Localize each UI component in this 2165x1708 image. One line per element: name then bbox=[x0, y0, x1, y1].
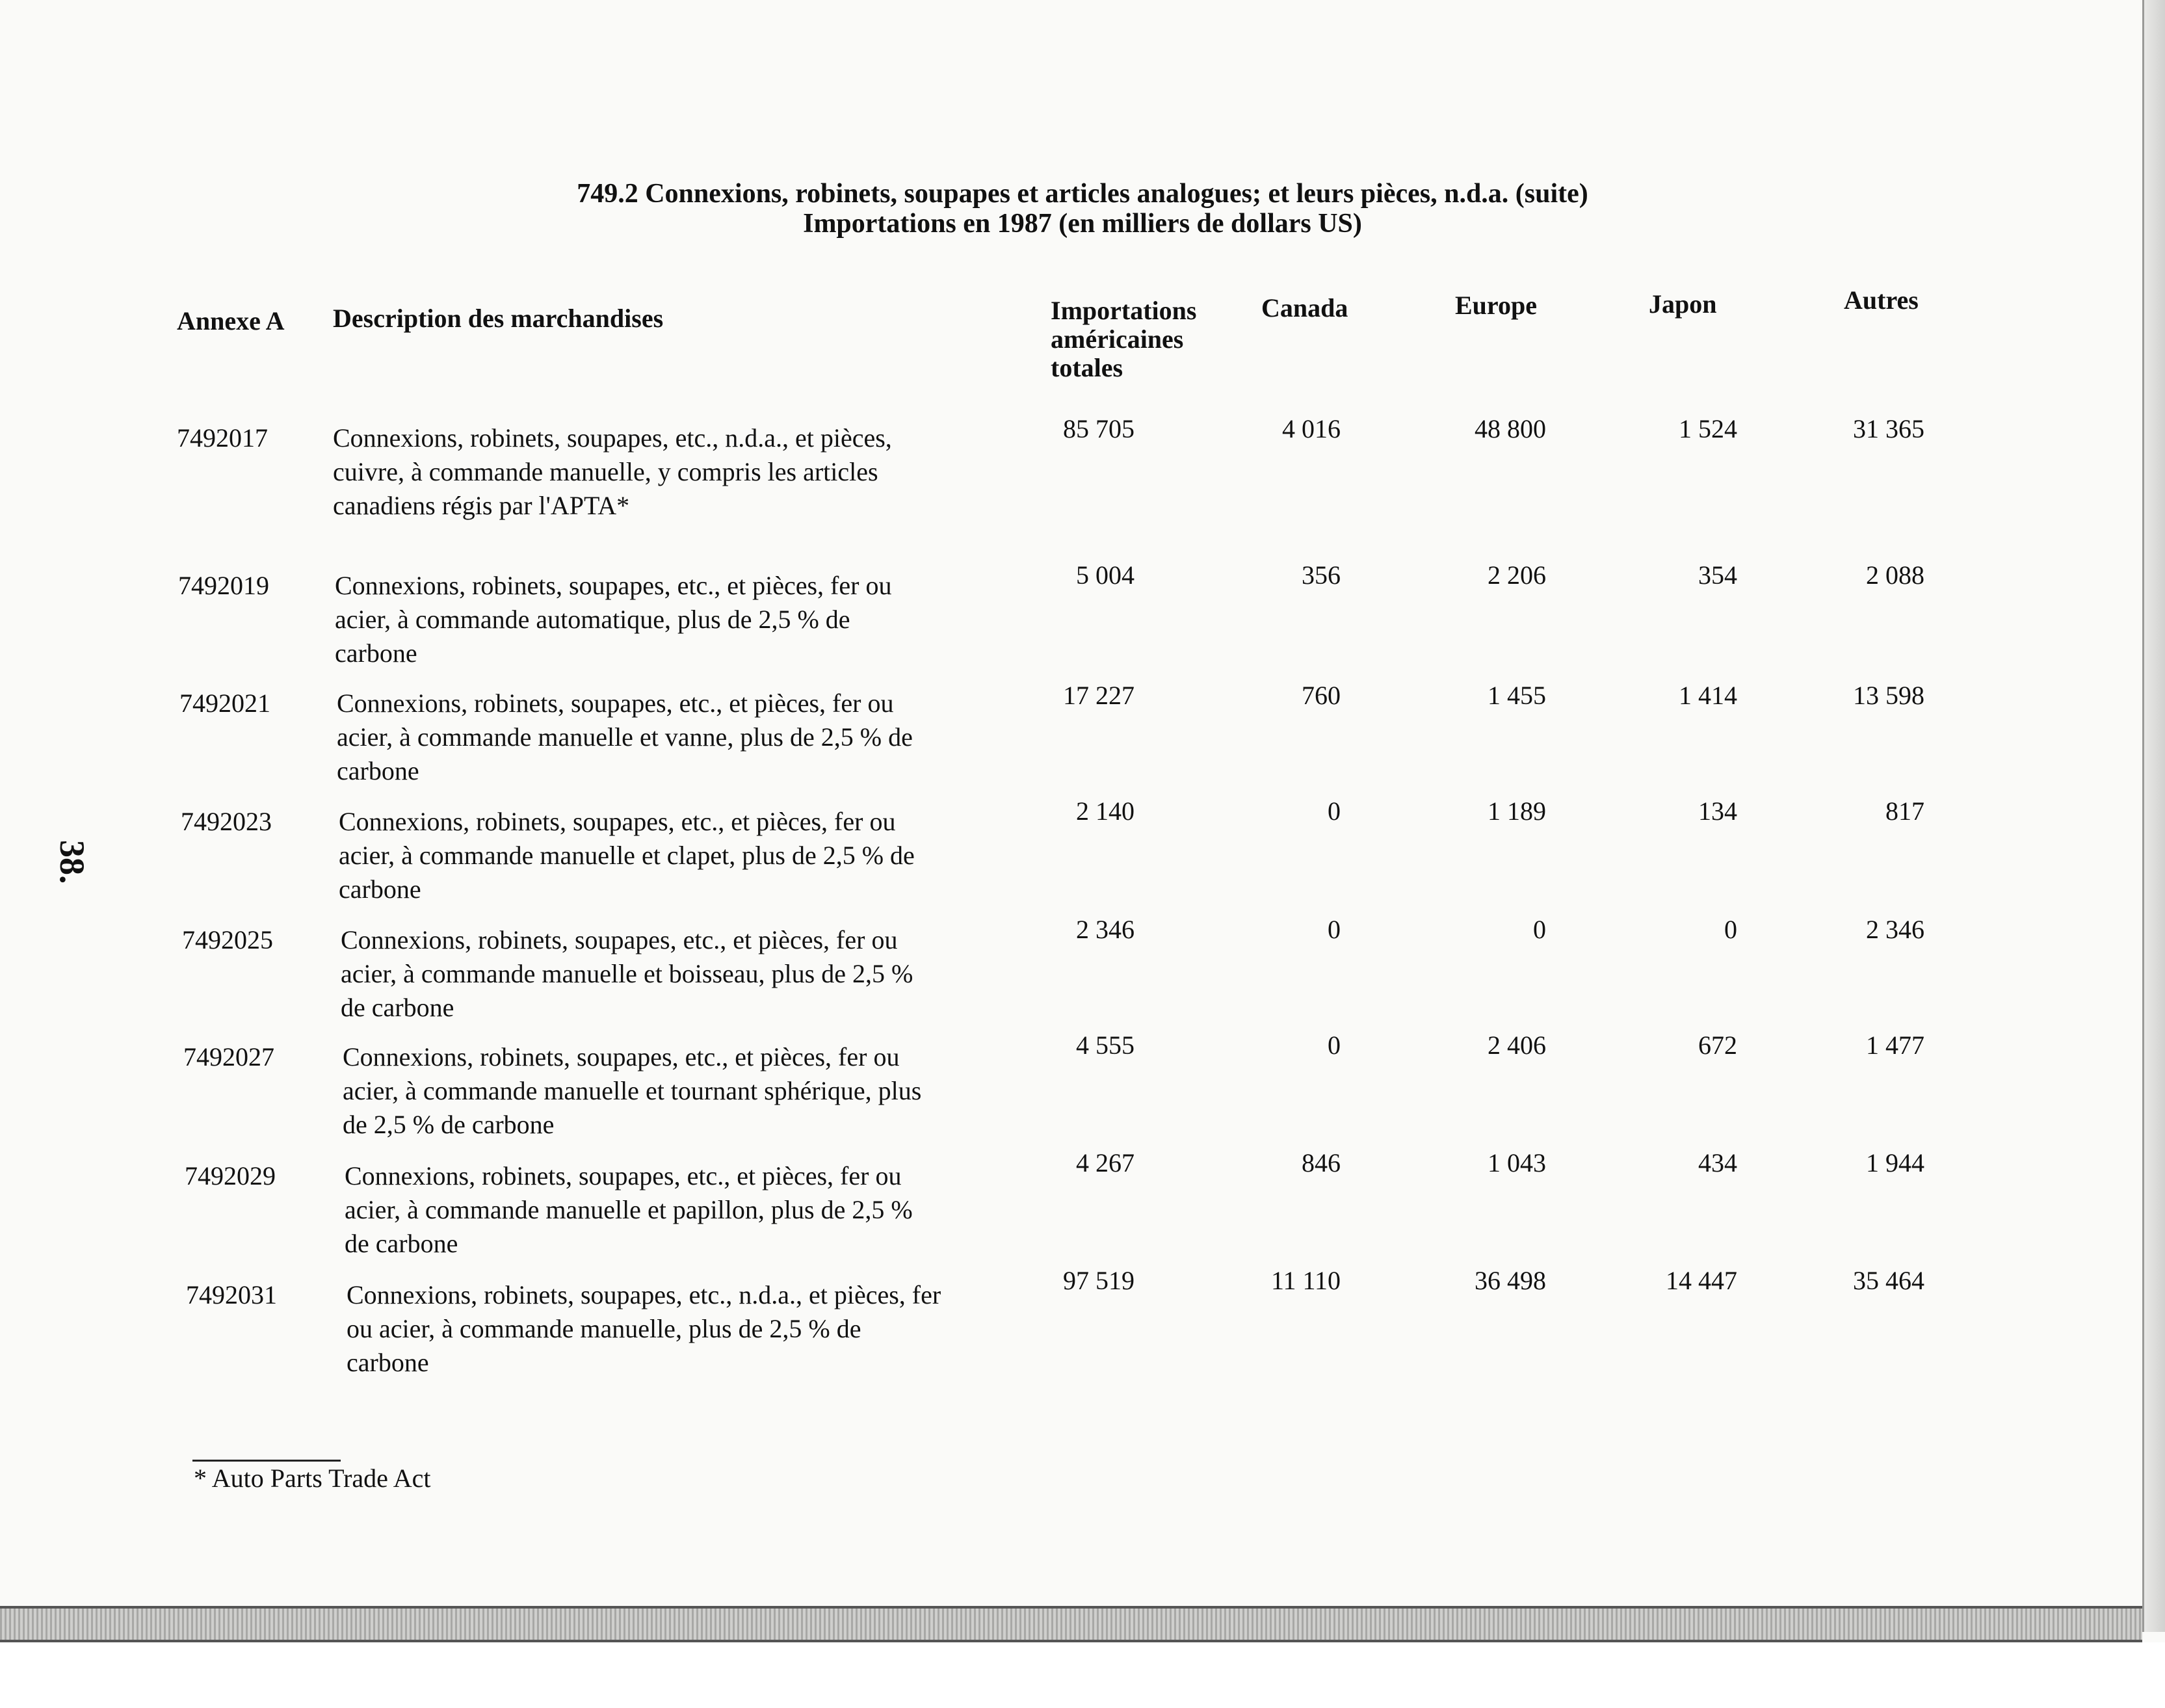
description-line: de 2,5 % de carbone bbox=[343, 1110, 555, 1139]
header-description: Description des marchandises bbox=[333, 304, 664, 333]
scanner-band bbox=[0, 1606, 2142, 1642]
description-line: de carbone bbox=[341, 993, 454, 1022]
description-line: canadiens régis par l'APTA* bbox=[333, 491, 630, 520]
table-subtitle: Importations en 1987 (en milliers de dollars US) bbox=[803, 209, 1362, 239]
cell-canada: 4 016 bbox=[1282, 414, 1341, 443]
description-line: carbone bbox=[347, 1348, 429, 1377]
description-line: Connexions, robinets, soupapes, etc., et pièces, fer ou bbox=[345, 1161, 902, 1190]
cell-europe: 1 189 bbox=[1488, 796, 1546, 826]
cell-japon: 1 524 bbox=[1679, 414, 1737, 443]
cell-japon: 0 bbox=[1724, 915, 1737, 944]
description-line: ou acier, à commande manuelle, plus de 2,5 % de bbox=[347, 1314, 861, 1343]
description-line: acier, à commande manuelle et boisseau, plus de 2,5 % bbox=[341, 959, 913, 988]
description-line: carbone bbox=[339, 874, 421, 904]
row-code: 7492031 bbox=[186, 1280, 277, 1309]
cell-total: 85 705 bbox=[1063, 414, 1135, 443]
cell-autres: 35 464 bbox=[1853, 1266, 1924, 1295]
cell-autres: 1 477 bbox=[1866, 1031, 1924, 1060]
cell-total: 4 555 bbox=[1076, 1031, 1135, 1060]
page-number: 38. bbox=[53, 840, 92, 884]
cell-japon: 1 414 bbox=[1679, 681, 1737, 710]
description-line: Connexions, robinets, soupapes, etc., et pièces, fer ou bbox=[339, 807, 896, 836]
header-annexe: Annexe A bbox=[177, 306, 285, 335]
cell-total: 4 267 bbox=[1076, 1148, 1135, 1177]
row-code: 7492027 bbox=[183, 1042, 274, 1071]
header-europe: Europe bbox=[1455, 291, 1537, 320]
cell-japon: 672 bbox=[1698, 1031, 1737, 1060]
description-line: Connexions, robinets, soupapes, etc., et pièces, fer ou bbox=[335, 571, 892, 600]
footnote: * Auto Parts Trade Act bbox=[194, 1464, 431, 1493]
cell-europe: 1 455 bbox=[1488, 681, 1546, 710]
cell-total: 97 519 bbox=[1063, 1266, 1135, 1295]
header-total-line: Importations bbox=[1051, 296, 1197, 325]
cell-canada: 846 bbox=[1302, 1148, 1341, 1177]
cell-europe: 48 800 bbox=[1475, 414, 1546, 443]
row-description bbox=[345, 1159, 1014, 1261]
scanner-margin bbox=[0, 1642, 2165, 1708]
header-autres: Autres bbox=[1844, 285, 1919, 315]
cell-autres: 31 365 bbox=[1853, 414, 1924, 443]
cell-japon: 134 bbox=[1698, 796, 1737, 826]
row-description bbox=[337, 687, 1006, 788]
cell-total: 5 004 bbox=[1076, 560, 1135, 590]
cell-europe: 36 498 bbox=[1475, 1266, 1546, 1295]
description-line: acier, à commande manuelle et papillon, plus de 2,5 % bbox=[345, 1195, 913, 1224]
cell-europe: 2 406 bbox=[1488, 1031, 1546, 1060]
description-line: acier, à commande automatique, plus de 2,5 % de bbox=[335, 605, 850, 634]
description-line: acier, à commande manuelle et clapet, plus de 2,5 % de bbox=[339, 841, 915, 870]
row-code: 7492029 bbox=[185, 1161, 276, 1190]
row-description bbox=[335, 569, 1004, 670]
description-line: carbone bbox=[337, 756, 419, 785]
cell-autres: 1 944 bbox=[1866, 1148, 1924, 1177]
cell-europe: 2 206 bbox=[1488, 560, 1546, 590]
description-line: de carbone bbox=[345, 1229, 458, 1258]
cell-canada: 0 bbox=[1328, 1031, 1341, 1060]
row-description bbox=[343, 1040, 1012, 1142]
cell-autres: 2 346 bbox=[1866, 915, 1924, 944]
row-code: 7492021 bbox=[179, 689, 270, 718]
cell-japon: 434 bbox=[1698, 1148, 1737, 1177]
cell-total: 2 346 bbox=[1076, 915, 1135, 944]
cell-autres: 817 bbox=[1885, 796, 1924, 826]
description-line: carbone bbox=[335, 638, 417, 668]
table-title: 749.2 Connexions, robinets, soupapes et articles analogues; et leurs pièces, n.d.a. (suite) bbox=[577, 179, 1588, 209]
cell-canada: 760 bbox=[1302, 681, 1341, 710]
description-line: Connexions, robinets, soupapes, etc., et pièces, fer ou bbox=[341, 925, 898, 954]
header-total-line: américaines bbox=[1051, 324, 1184, 354]
row-description bbox=[339, 805, 1008, 906]
description-line: Connexions, robinets, soupapes, etc., n.d.a., et pièces, fer bbox=[347, 1280, 941, 1309]
page-edge bbox=[2142, 0, 2165, 1632]
description-line: cuivre, à commande manuelle, y compris les articles bbox=[333, 457, 878, 486]
header-total bbox=[1051, 296, 1196, 382]
description-line: acier, à commande manuelle et vanne, plus de 2,5 % de bbox=[337, 722, 913, 752]
row-description bbox=[341, 923, 1010, 1025]
description-line: Connexions, robinets, soupapes, etc., et pièces, fer ou bbox=[337, 689, 894, 718]
cell-europe: 0 bbox=[1533, 915, 1546, 944]
row-code: 7492017 bbox=[177, 423, 268, 453]
row-code: 7492023 bbox=[181, 807, 272, 836]
cell-autres: 2 088 bbox=[1866, 560, 1924, 590]
cell-canada: 11 110 bbox=[1270, 1266, 1341, 1295]
cell-canada: 0 bbox=[1328, 796, 1341, 826]
cell-total: 2 140 bbox=[1076, 796, 1135, 826]
row-code: 7492025 bbox=[182, 925, 273, 954]
cell-canada: 356 bbox=[1302, 560, 1341, 590]
cell-autres: 13 598 bbox=[1853, 681, 1924, 710]
description-line: acier, à commande manuelle et tournant sphérique, plus bbox=[343, 1076, 922, 1105]
header-japon: Japon bbox=[1649, 289, 1717, 319]
row-description bbox=[333, 421, 1003, 523]
description-line: Connexions, robinets, soupapes, etc., et pièces, fer ou bbox=[343, 1042, 900, 1071]
row-code: 7492019 bbox=[178, 571, 269, 600]
header-canada: Canada bbox=[1261, 293, 1348, 322]
cell-europe: 1 043 bbox=[1488, 1148, 1546, 1177]
cell-japon: 14 447 bbox=[1666, 1266, 1737, 1295]
header-total-line: totales bbox=[1051, 353, 1123, 382]
description-line: Connexions, robinets, soupapes, etc., n.d.a., et pièces, bbox=[333, 423, 892, 453]
cell-total: 17 227 bbox=[1063, 681, 1135, 710]
cell-japon: 354 bbox=[1698, 560, 1737, 590]
cell-canada: 0 bbox=[1328, 915, 1341, 944]
row-description bbox=[347, 1278, 1016, 1380]
